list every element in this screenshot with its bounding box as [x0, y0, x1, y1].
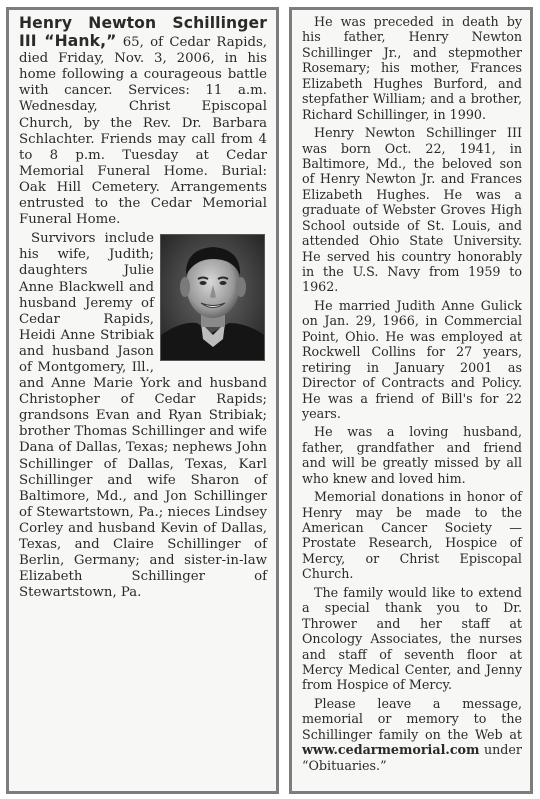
survivors-paragraph: Survivors include his wife, Judith; daughters Julie Anne Blackwell and husband Jeremy of Cedar Rapids, Heidi Anne Stribiak and husband Jason of Montgomery, Ill., and Anne Marie York and husband Christopher of Cedar Rapids; grandsons Evan and Ryan Stribiak; brother Thomas Schillinger and wife Dana of Dallas, Texas; nephews John Schillinger of Dallas, Texas, Karl Schillinger and wife Sharon of Baltimore, Md., and Jon Schillinger of Stewartstown, Pa.; nieces Lindsey Corley and husband Kevin of Dallas, Texas, and Claire Schillinger of Berlin, Germany; and sister-in-law Elizabeth Schillinger of Stewartstown, Pa. [19, 231, 267, 601]
leave-message-paragraph [302, 696, 522, 773]
obituary-right-column [289, 7, 533, 794]
deceased-name-heading: Henry Newton Schillinger III “Hank,” [19, 14, 267, 51]
leave-message-text: Please leave a message, memorial or memory to the Schillinger family on the Web at [302, 695, 522, 742]
obituaries-section-text: under “Obituaries.” [302, 742, 522, 773]
portrait-photo [160, 234, 265, 361]
thank-you-paragraph: The family would like to extend a special thank you to Dr. Thrower and her staff at Oncology Associates, the nurses and staff of seventh floor at Mercy Medical Center, and Jenny from Hospice of Mercy. [302, 584, 522, 693]
marriage-career-paragraph: He married Judith Anne Gulick on Jan. 29, 1966, in Commercial Point, Ohio. He was employed at Rockwell Collins for 27 years, retiring in January 2001 as Director of Contracts and Policy. He was a friend of Bill's for 22 years. [302, 297, 522, 421]
loving-husband-paragraph: He was a loving husband, father, grandfather and friend and will be greatly missed by all who knew and loved him. [302, 424, 522, 486]
obituary-left-column [6, 7, 279, 794]
intro-text: 65, of Cedar Rapids, died Friday, Nov. 3, 2006, in his home following a courageous battle with cancer. Services: 11 a.m. Wednesday, Christ Episcopal Church, by the Rev. Dr. Barbara Schlachter. Friends may call from 4 to 8 p.m. Tuesday at Cedar Memorial Funeral Home. Burial: Oak Hill Cemetery. Arrangements entrusted to the Cedar Memorial Funeral Home. [19, 35, 268, 228]
biography-paragraph: Henry Newton Schillinger III was born Oct. 22, 1941, in Baltimore, Md., the beloved son of Henry Newton Jr. and Frances Elizabeth Hughes. He was a graduate of Webster Groves High School outside of St. Louis, and attended Ohio State University. He served his country honorably in the U.S. Navy from 1959 to 1962. [302, 125, 522, 295]
obituary-intro-paragraph [19, 15, 267, 228]
portrait-image [161, 235, 264, 360]
preceded-in-death-paragraph: He was preceded in death by his father, Henry Newton Schillinger Jr., and stepmother Rosemary; his mother, Frances Elizabeth Hughes Burford, and stepfather William; and a brother, Richard Schillinger, in 1990. [302, 14, 522, 122]
memorial-website-link[interactable]: www.cedarmemorial.com [302, 742, 480, 758]
memorial-donations-paragraph: Memorial donations in honor of Henry may be made to the American Cancer Society — Prostate Research, Hospice of Mercy, or Christ Episcopal Church. [302, 489, 522, 582]
